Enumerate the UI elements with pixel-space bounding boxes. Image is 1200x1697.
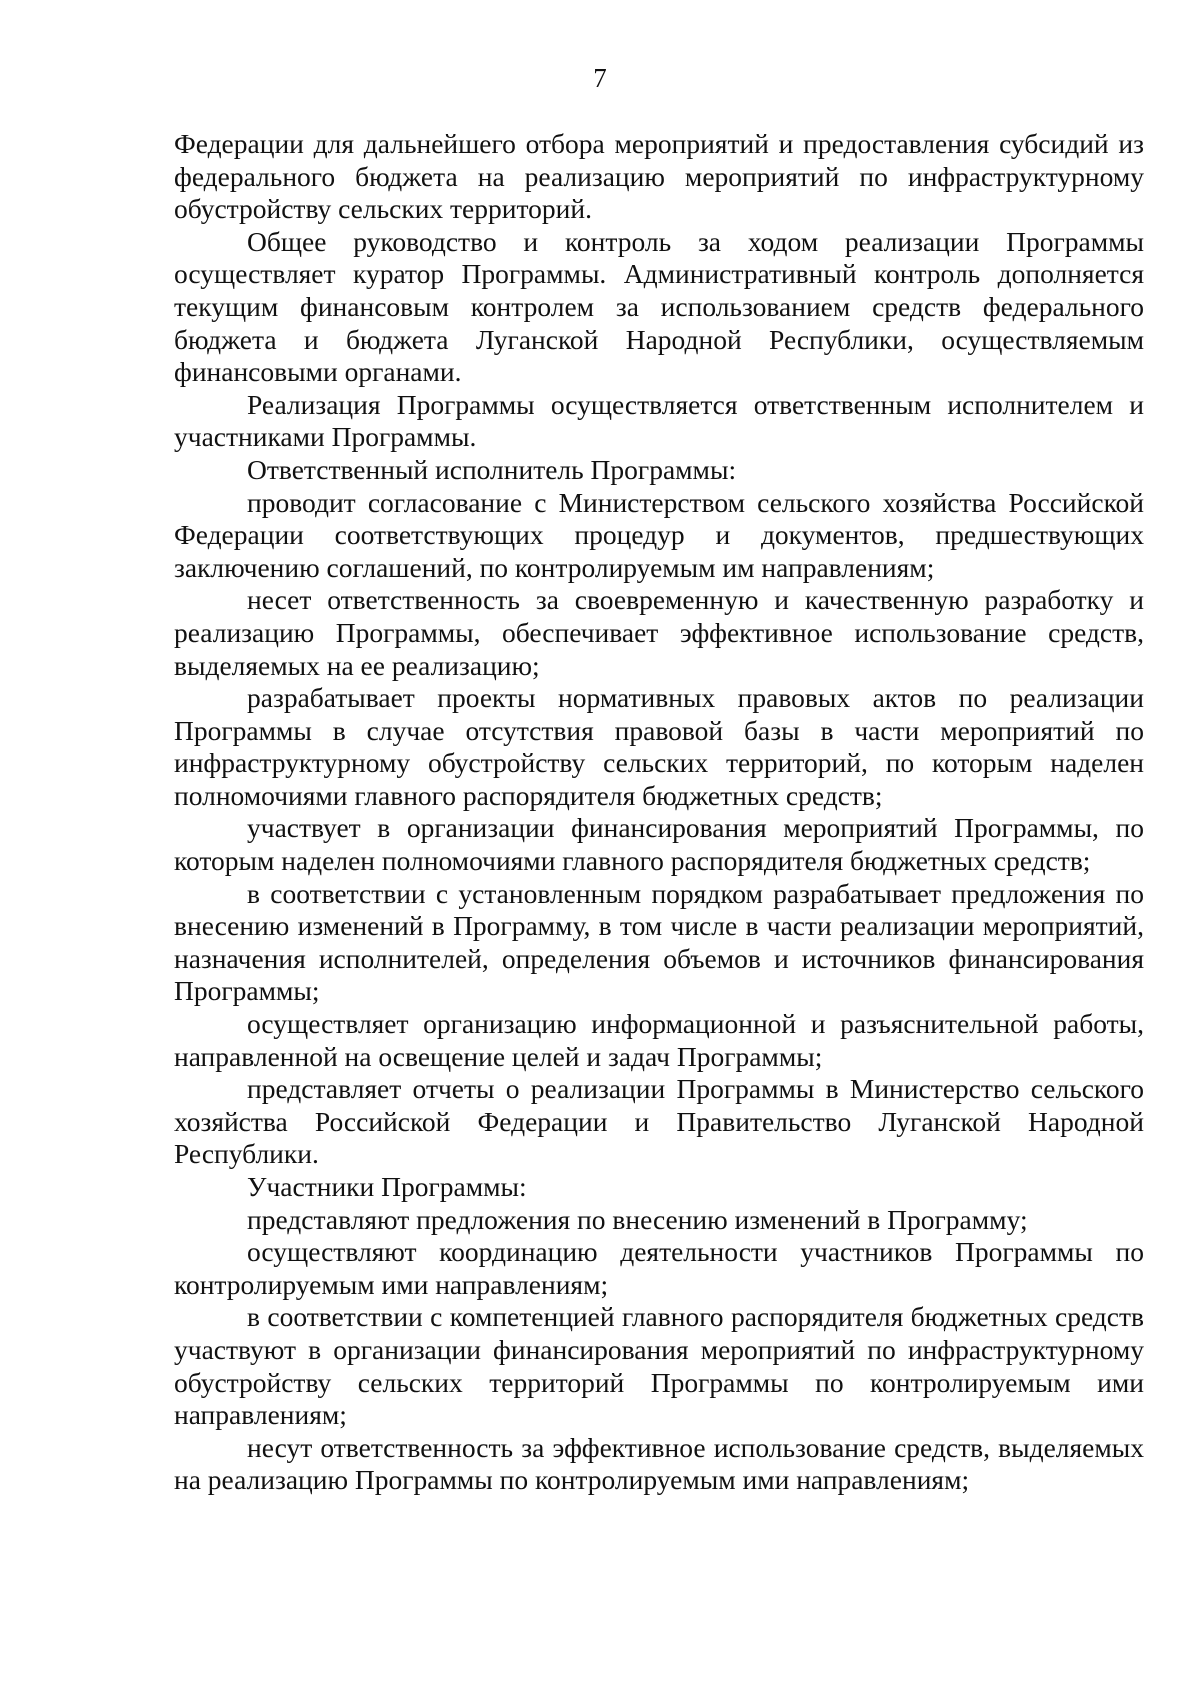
document-body bbox=[174, 128, 1144, 1497]
body-paragraph: Федерации для дальнейшего отбора мероприятий и предоставления субсидий из федерального бюджета на реализацию мероприятий по инфраструктурному обустройству сельских территорий. bbox=[174, 128, 1144, 225]
page-number: 7 bbox=[593, 63, 607, 93]
body-paragraph: участвует в организации финансирования мероприятий Программы, по которым наделен полномочиями главного распорядителя бюджетных средств; bbox=[174, 812, 1144, 877]
body-paragraph: разрабатывает проекты нормативных правовых актов по реализации Программы в случае отсутствия правовой базы в части мероприятий по инфраструктурному обустройству сельских территорий, по которым наделен полномочиями главного распорядителя бюджетных средств; bbox=[174, 682, 1144, 811]
body-paragraph: представляют предложения по внесению изменений в Программу; bbox=[247, 1203, 1028, 1235]
body-paragraph: в соответствии с компетенцией главного распорядителя бюджетных средств участвуют в организации финансирования мероприятий по инфраструктурному обустройству сельских территорий Программы по контролируемым ими направлениям; bbox=[174, 1301, 1144, 1431]
body-paragraph: Общее руководство и контроль за ходом реализации Программы осуществляет куратор Программы. Административный контроль дополняется текущим финансовым контролем за использованием средств федерального бюджета и бюджета Луганской Народной Республики, осуществляемым финансовыми органами. bbox=[174, 225, 1144, 388]
body-paragraph: несут ответственность за эффективное использование средств, выделяемых на реализацию Программы по контролируемым ими направлениям; bbox=[174, 1431, 1144, 1496]
body-paragraph: Участники Программы: bbox=[247, 1171, 527, 1202]
body-paragraph: в соответствии с установленным порядком разрабатывает предложения по внесению изменений в Программу, в том числе в части реализации мероприятий, назначения исполнителей, определения объемов и источников финансирования Программы; bbox=[174, 877, 1144, 1007]
body-paragraph: несет ответственность за своевременную и качественную разработку и реализацию Программы, обеспечивает эффективное использование средств, выделяемых на ее реализацию; bbox=[174, 584, 1144, 681]
body-paragraph: осуществляют координацию деятельности участников Программы по контролируемым ими направлениям; bbox=[174, 1236, 1144, 1300]
body-paragraph: представляет отчеты о реализации Программы в Министерство сельского хозяйства Российской Федерации и Правительство Луганской Народной Республики. bbox=[174, 1073, 1144, 1170]
body-paragraph: Ответственный исполнитель Программы: bbox=[247, 453, 737, 485]
body-paragraph: осуществляет организацию информационной и разъяснительной работы, направленной на освещение целей и задач Программы; bbox=[174, 1008, 1144, 1072]
body-paragraph: проводит согласование с Министерством сельского хозяйства Российской Федерации соответствующих процедур и документов, предшествующих заключению соглашений, по контролируемым им направлениям; bbox=[174, 486, 1144, 583]
body-paragraph: Реализация Программы осуществляется ответственным исполнителем и участниками Программы. bbox=[174, 388, 1144, 453]
